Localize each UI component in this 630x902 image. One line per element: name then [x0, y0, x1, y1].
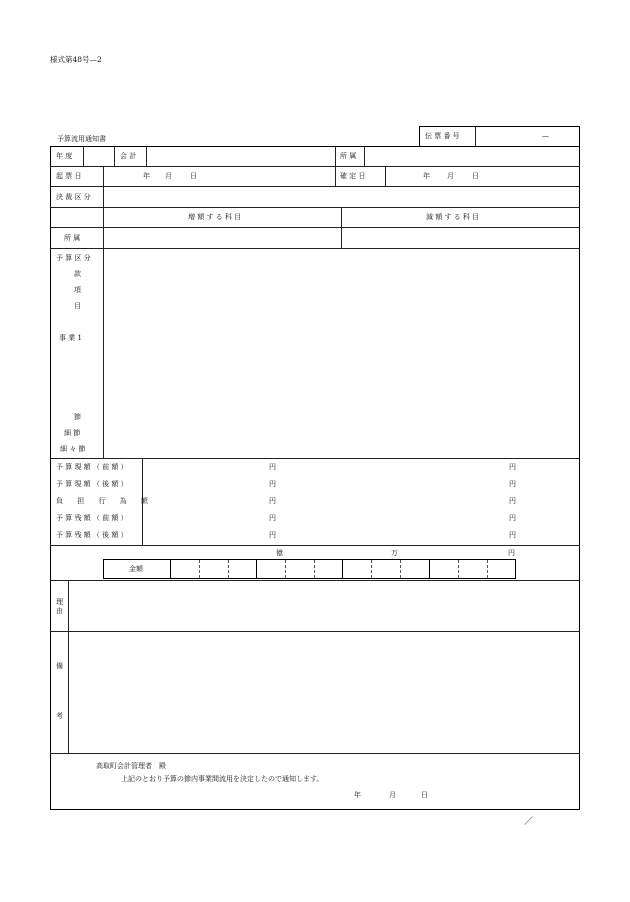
confirm-month: 月 — [447, 172, 454, 180]
budget-item: 款 — [74, 270, 81, 278]
dept-label: 所 属 — [340, 152, 357, 160]
amount-row-label: 予 算 残 額 （ 後 額 ） — [56, 531, 128, 539]
budget-item: 細 々 節 — [60, 445, 86, 453]
yen-unit: 円 — [509, 463, 516, 471]
account-label: 会 計 — [120, 152, 137, 160]
footer-year: 年 — [354, 791, 361, 799]
draft-date-label: 起 票 日 — [56, 172, 82, 180]
yen-unit: 円 — [269, 514, 276, 522]
yen-unit: 円 — [269, 463, 276, 471]
dept-row-label: 所 属 — [64, 234, 81, 242]
unit-yen: 円 — [508, 549, 515, 557]
confirm-day: 日 — [472, 172, 479, 180]
yen-unit: 円 — [509, 531, 516, 539]
decrease-header: 減 額 す る 科 目 — [426, 213, 480, 221]
remarks-label-1: 備 — [56, 662, 63, 670]
form-title: 予算流用通知書 — [57, 135, 106, 143]
increase-header: 増 額 す る 科 目 — [188, 213, 242, 221]
kingaku-label: 金額 — [129, 565, 143, 573]
reason-label: 理 由 — [56, 598, 63, 615]
voucher-label: 伝 票 番 号 — [425, 132, 460, 140]
draft-month: 月 — [165, 172, 172, 180]
budget-item: 節 — [74, 413, 81, 421]
form-id: 様式第48号—2 — [50, 55, 102, 64]
draft-day: 日 — [190, 172, 197, 180]
yen-unit: 円 — [509, 497, 516, 505]
budget-item: 目 — [74, 302, 81, 310]
yen-unit: 円 — [269, 480, 276, 488]
unit-oku: 億 — [276, 549, 283, 557]
budget-item: 予 算 区 分 — [56, 254, 91, 262]
amount-row-label: 負 担 行 為 額 — [56, 497, 154, 505]
amount-row-label: 予 算 残 額 （ 前 額 ） — [56, 514, 128, 522]
footer-day: 日 — [421, 791, 428, 799]
remarks-label-2: 考 — [56, 712, 63, 720]
budget-item: 項 — [74, 286, 81, 294]
draft-year: 年 — [143, 172, 150, 180]
budget-item: 細 節 — [64, 429, 81, 437]
footer-month: 月 — [389, 791, 396, 799]
notice-text: 上記のとおり予算の節内事業間流用を決定したので通知します。 — [121, 775, 324, 783]
yen-unit: 円 — [269, 497, 276, 505]
yen-unit: 円 — [509, 480, 516, 488]
amount-row-label: 予 算 現 額 （ 前 額 ） — [56, 463, 128, 471]
amount-row-label: 予 算 現 額 （ 後 額 ） — [56, 480, 128, 488]
decision-label: 決 裁 区 分 — [56, 193, 91, 201]
budget-item: 事 業 1 — [59, 334, 82, 342]
addressee: 高取町会計管理者 殿 — [96, 762, 166, 770]
form-frame-top — [50, 146, 580, 147]
year-label: 年 度 — [56, 152, 73, 160]
confirm-year: 年 — [423, 172, 430, 180]
confirm-date-label: 確 定 日 — [340, 172, 366, 180]
voucher-number-field[interactable]: — — [542, 132, 549, 140]
yen-unit: 円 — [269, 531, 276, 539]
bottom-mark: ／ — [524, 817, 534, 827]
unit-man: 万 — [391, 549, 398, 557]
yen-unit: 円 — [509, 514, 516, 522]
